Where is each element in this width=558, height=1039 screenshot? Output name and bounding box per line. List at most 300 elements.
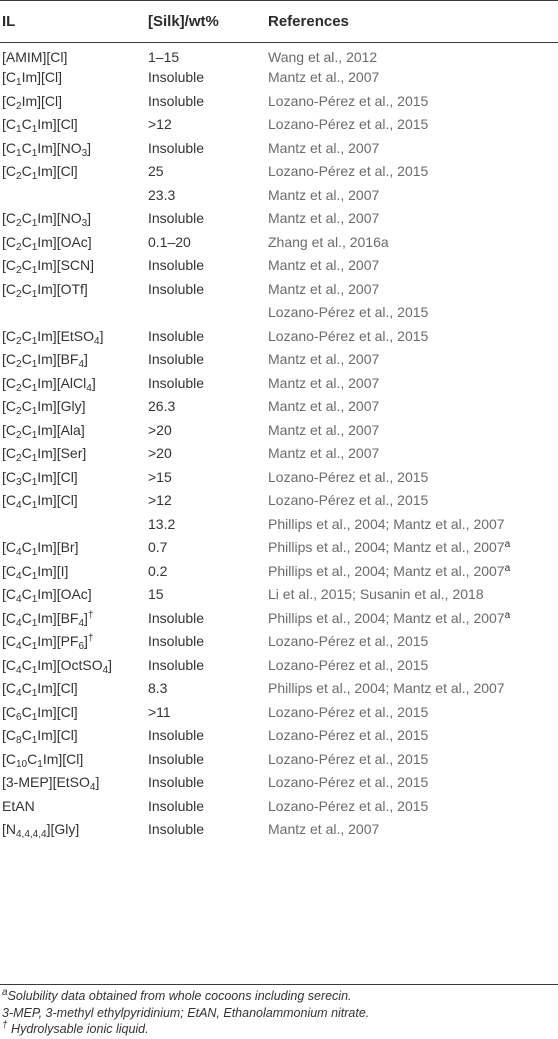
cell-il-part: C (21, 609, 32, 626)
cell-il-part: 4 (94, 335, 100, 347)
cell-reference (268, 606, 558, 630)
cell-il-part: 4 (16, 688, 22, 700)
cell-reference-text: Mantz et al., 2007 (268, 139, 380, 156)
cell-silk-wt: Insoluble (148, 351, 205, 368)
cell-il-part: [C (2, 398, 16, 415)
cell-il-part: C (21, 210, 32, 227)
cell-reference-text: Mantz et al., 2007 (268, 257, 380, 274)
cell-il-part: ] (84, 351, 88, 368)
cell-il-part: Im][NO (37, 210, 82, 227)
cell-silk-wt: Insoluble (148, 633, 205, 650)
cell-silk-wt: 0.7 (148, 539, 168, 556)
cell-il-part: Im][Br] (37, 539, 79, 556)
cell-il (0, 254, 148, 278)
cell-reference-text: Mantz et al., 2007 (268, 186, 380, 203)
cell-reference-text: Mantz et al., 2007 (268, 445, 380, 462)
cell-il-part: 2 (16, 265, 22, 277)
table-header-row (0, 0, 558, 42)
cell-silk-wt: 1–15 (148, 48, 180, 65)
cell-reference (268, 630, 558, 654)
cell-il (0, 183, 148, 207)
cell-reference (268, 277, 558, 301)
cell-reference (268, 89, 558, 113)
cell-il (0, 324, 148, 348)
cell-il-part: 4 (86, 382, 92, 394)
table-row (0, 230, 558, 254)
cell-il-part: 2 (16, 171, 22, 183)
cell-reference-text: Mantz et al., 2007 (268, 69, 380, 86)
cell-il-part: 1 (31, 382, 38, 394)
table-bottom-rule (0, 984, 558, 985)
table-row (0, 536, 558, 560)
cell-il-part: Im][Cl] (37, 116, 78, 133)
cell-il-part: Im][Cl] (37, 163, 78, 180)
cell-silk-wt: >20 (148, 445, 172, 462)
cell-il (0, 818, 148, 842)
cell-il-part: † (87, 609, 94, 621)
cell-il-part: Im][Cl] (21, 69, 63, 86)
cell-reference-text: Lozano-Pérez et al., 2015 (268, 703, 429, 720)
cell-il-part: 1 (31, 171, 38, 183)
cell-il-part: 1 (31, 406, 38, 418)
cell-il-part: 4 (16, 594, 22, 606)
cell-il-part: [C (2, 468, 16, 485)
cell-reference (268, 418, 558, 442)
cell-il-part: [C (2, 750, 16, 767)
cell-il-part: [C (2, 562, 16, 579)
cell-il-part: Im][Gly] (37, 398, 86, 415)
table-body (0, 42, 558, 841)
cell-silk-wt: 13.2 (148, 515, 176, 532)
cell-il-part: 2 (16, 335, 22, 347)
cell-reference-footnote-mark: a (504, 609, 511, 621)
cell-il-part: C (21, 656, 32, 673)
cell-il-part: 1 (31, 124, 38, 136)
cell-il-part: [C (2, 633, 16, 650)
cell-il-part: [C (2, 492, 16, 509)
cell-reference (268, 230, 558, 254)
table-row (0, 277, 558, 301)
table-row (0, 418, 558, 442)
cell-il-part: [C (2, 69, 16, 86)
cell-il-part: EtAN (2, 797, 35, 814)
cell-il-part: C (21, 421, 32, 438)
table-row (0, 512, 558, 536)
cell-il (0, 371, 148, 395)
column-header-il: IL (2, 12, 16, 30)
cell-il-part: 1 (31, 664, 38, 676)
cell-il-part: 2 (16, 382, 22, 394)
cell-silk-wt: Insoluble (148, 257, 205, 274)
cell-il-part: Im][Ser] (37, 445, 87, 462)
cell-il-part: [C (2, 233, 16, 250)
cell-reference (268, 301, 558, 325)
cell-reference-text: Lozano-Pérez et al., 2015 (268, 656, 429, 673)
cell-il-part: 4 (16, 570, 22, 582)
cell-il-part: 1 (31, 335, 38, 347)
cell-reference (268, 207, 558, 231)
cell-silk-wt: 0.1–20 (148, 233, 191, 250)
table-row (0, 771, 558, 795)
cell-il-part: 2 (16, 288, 22, 300)
cell-reference-text: Phillips et al., 2004; Mantz et al., 2007 (268, 680, 505, 697)
table-footnotes (2, 988, 556, 1038)
cell-reference-text: Zhang et al., 2016a (268, 233, 389, 250)
cell-il-part: [C (2, 539, 16, 556)
cell-il-part: C (21, 257, 32, 274)
cell-il-part: 1 (31, 547, 38, 559)
cell-silk-wt: >12 (148, 492, 172, 509)
cell-il-part: 1 (31, 570, 38, 582)
cell-il-part: Im][Cl] (37, 680, 78, 697)
cell-il-part: 1 (16, 77, 22, 89)
table-row (0, 630, 558, 654)
cell-reference (268, 559, 558, 583)
cell-il-part: [C (2, 421, 16, 438)
table-row (0, 254, 558, 278)
cell-il-part: 1 (31, 218, 38, 230)
cell-il-part: 1 (31, 594, 38, 606)
cell-silk-wt: 25 (148, 163, 164, 180)
cell-reference-text: Phillips et al., 2004; Mantz et al., 2007 (268, 609, 505, 626)
cell-il (0, 583, 148, 607)
cell-il (0, 277, 148, 301)
cell-il-part: ] (84, 609, 88, 626)
table-row (0, 395, 558, 419)
cell-il-part: 6 (78, 641, 85, 653)
cell-silk-wt: >11 (148, 703, 171, 720)
table-row (0, 89, 558, 113)
cell-reference-text: Lozano-Pérez et al., 2015 (268, 797, 429, 814)
cell-il-part: 1 (31, 429, 38, 441)
cell-reference (268, 536, 558, 560)
cell-il-part: C (21, 586, 32, 603)
cell-il (0, 794, 148, 818)
cell-il-part: ] (91, 374, 96, 391)
cell-il (0, 677, 148, 701)
cell-reference (268, 771, 558, 795)
cell-il-part: 1 (31, 288, 38, 300)
cell-reference (268, 136, 558, 160)
table-row (0, 136, 558, 160)
cell-reference-text: Lozano-Pérez et al., 2015 (268, 116, 429, 133)
cell-il-part: C (21, 539, 32, 556)
cell-il-part: 2 (16, 100, 22, 112)
cell-il-part: 4 (89, 782, 96, 794)
cell-il-part: 1 (31, 453, 38, 465)
cell-il-part: 4 (78, 617, 85, 629)
table-row (0, 677, 558, 701)
cell-reference (268, 818, 558, 842)
cell-silk-wt: >20 (148, 421, 172, 438)
cell-silk-wt: Insoluble (148, 210, 205, 227)
cell-il (0, 89, 148, 113)
cell-il (0, 630, 148, 654)
table-row (0, 559, 558, 583)
cell-reference-text: Li et al., 2015; Susanin et al., 2018 (268, 586, 484, 603)
cell-reference (268, 794, 558, 818)
table-row (0, 465, 558, 489)
cell-il-part: 1 (31, 476, 38, 488)
cell-il (0, 418, 148, 442)
cell-il (0, 559, 148, 583)
cell-il-part: 1 (16, 147, 22, 159)
cell-il (0, 207, 148, 231)
cell-il (0, 395, 148, 419)
column-header-references: References (268, 12, 349, 30)
cell-il-part: [C (2, 445, 16, 462)
cell-il-part: 4 (16, 617, 22, 629)
cell-il (0, 301, 148, 325)
table-row (0, 489, 558, 513)
cell-silk-wt: >12 (148, 116, 172, 133)
cell-reference (268, 160, 558, 184)
cell-reference (268, 724, 558, 748)
cell-il-part: [3-MEP][EtSO (2, 774, 90, 791)
cell-il-part: ][Gly] (46, 821, 80, 838)
cell-il-part: 3 (81, 218, 88, 230)
table-row (0, 42, 558, 66)
cell-il-part: [C (2, 374, 16, 391)
cell-il-part: C (21, 233, 32, 250)
cell-reference (268, 442, 558, 466)
cell-il-part: ] (99, 327, 104, 344)
cell-il-part: Im][Cl] (37, 727, 78, 744)
cell-il (0, 606, 148, 630)
footnote-dagger-mark: † (2, 1020, 8, 1031)
cell-il-part: Im][BF (37, 609, 79, 626)
cell-il-part: Im][Cl] (42, 750, 84, 767)
cell-il-part: C (21, 139, 32, 156)
cell-silk-wt: Insoluble (148, 327, 205, 344)
footnote-a-text: Solubility data obtained from whole cocoons including serecin. (7, 989, 352, 1003)
table-row (0, 794, 558, 818)
cell-reference-footnote-mark: a (504, 539, 511, 551)
cell-il-part: C (21, 445, 32, 462)
table-row (0, 183, 558, 207)
cell-silk-wt: 8.3 (148, 680, 168, 697)
cell-reference-text: Lozano-Pérez et al., 2015 (268, 468, 429, 485)
cell-il-part: C (21, 562, 32, 579)
table-row (0, 442, 558, 466)
cell-reference-text: Phillips et al., 2004; Mantz et al., 2007 (268, 515, 505, 532)
cell-il-part: [C (2, 351, 16, 368)
cell-il (0, 489, 148, 513)
cell-reference-text: Mantz et al., 2007 (268, 421, 380, 438)
cell-il-part: 1 (31, 500, 38, 512)
cell-il-part: C (21, 351, 32, 368)
footnote-dagger (2, 1021, 556, 1038)
footnote-dagger-text: Hydrolysable ionic liquid. (7, 1022, 149, 1036)
cell-il-part: [C (2, 703, 16, 720)
cell-il-part: 1 (31, 241, 38, 253)
cell-il-part: 1 (16, 124, 22, 136)
cell-reference (268, 42, 558, 66)
cell-reference (268, 183, 558, 207)
cell-silk-wt: 15 (148, 586, 164, 603)
cell-il-part: Im][Ala] (37, 421, 85, 438)
cell-il-part: C (21, 398, 32, 415)
cell-reference-text: Mantz et al., 2007 (268, 398, 380, 415)
cell-il-part: [AMIM][Cl] (2, 48, 68, 65)
cell-il-part: 2 (16, 429, 22, 441)
table-row (0, 348, 558, 372)
cell-reference-text: Lozano-Pérez et al., 2015 (268, 163, 429, 180)
cell-reference (268, 512, 558, 536)
cell-il (0, 42, 148, 66)
cell-il-part: C (21, 727, 32, 744)
cell-il-part: 1 (31, 688, 38, 700)
cell-il-part: 2 (16, 406, 22, 418)
cell-il-part: [C (2, 280, 16, 297)
cell-reference (268, 395, 558, 419)
cell-silk-wt: Insoluble (148, 139, 205, 156)
table-row (0, 818, 558, 842)
cell-il-part: 1 (31, 641, 38, 653)
cell-il-part: [C (2, 257, 16, 274)
cell-il-part: ] (95, 774, 100, 791)
cell-reference-text: Lozano-Pérez et al., 2015 (268, 92, 429, 109)
cell-silk-wt: Insoluble (148, 280, 205, 297)
cell-il-part: Im][NO (37, 139, 82, 156)
cell-silk-wt: Insoluble (148, 774, 205, 791)
cell-il-part: [C (2, 163, 16, 180)
cell-il-part: ] (87, 139, 92, 156)
cell-il-part: C (21, 327, 32, 344)
cell-reference (268, 653, 558, 677)
cell-reference (268, 489, 558, 513)
cell-il-part: C (21, 633, 32, 650)
cell-il-part: Im][Cl] (37, 492, 78, 509)
cell-il (0, 442, 148, 466)
footnote-a-mark: a (2, 987, 8, 998)
cell-reference-text: Lozano-Pérez et al., 2015 (268, 750, 429, 767)
cell-il-part: 4 (16, 641, 22, 653)
cell-il-part: [C (2, 210, 16, 227)
cell-il-part: Im][BF (37, 351, 79, 368)
cell-il-part: 6 (16, 711, 22, 723)
cell-silk-wt: Insoluble (148, 656, 205, 673)
cell-silk-wt: Insoluble (148, 727, 205, 744)
table-row (0, 747, 558, 771)
cell-il (0, 512, 148, 536)
cell-il-part: C (21, 492, 32, 509)
cell-il (0, 160, 148, 184)
cell-il-part: 1 (31, 265, 38, 277)
cell-il-part: Im][Cl] (21, 92, 63, 109)
cell-il-part: 8 (16, 735, 22, 747)
cell-reference (268, 465, 558, 489)
cell-il (0, 771, 148, 795)
cell-reference-text: Lozano-Pérez et al., 2015 (268, 633, 429, 650)
cell-il-part: Im][Cl] (37, 703, 78, 720)
cell-il (0, 136, 148, 160)
cell-il-part: Im][PF (37, 633, 79, 650)
cell-il-part: [C (2, 139, 16, 156)
cell-il-part: [C (2, 680, 16, 697)
cell-il-part: 1 (31, 735, 38, 747)
cell-il-part: C (21, 163, 32, 180)
cell-il-part: C (21, 280, 32, 297)
cell-il-part: C (21, 116, 32, 133)
cell-il-part: 1 (31, 359, 38, 371)
cell-il-part: [C (2, 327, 16, 344)
cell-il-part: 2 (16, 241, 22, 253)
cell-reference-text: Mantz et al., 2007 (268, 821, 380, 838)
table-row (0, 606, 558, 630)
cell-reference-text: Lozano-Pérez et al., 2015 (268, 492, 429, 509)
table-row (0, 583, 558, 607)
cell-silk-wt: Insoluble (148, 92, 205, 109)
cell-il-part: C (21, 680, 32, 697)
cell-il-part: C (21, 468, 32, 485)
cell-il-part: [N (2, 821, 16, 838)
cell-il-part: [C (2, 92, 16, 109)
cell-il-part: 4 (102, 664, 109, 676)
cell-il-part: 3 (81, 147, 88, 159)
cell-il-part: 1 (37, 758, 43, 770)
cell-il-part: C (21, 374, 32, 391)
cell-il (0, 747, 148, 771)
table-row (0, 207, 558, 231)
table-row (0, 700, 558, 724)
cell-reference (268, 348, 558, 372)
footnote-a (2, 988, 556, 1005)
cell-il (0, 465, 148, 489)
cell-silk-wt: Insoluble (148, 797, 205, 814)
cell-reference-text: Mantz et al., 2007 (268, 280, 380, 297)
cell-reference-text: Lozano-Pérez et al., 2015 (268, 327, 429, 344)
cell-silk-wt: 26.3 (148, 398, 176, 415)
cell-silk-wt: Insoluble (148, 609, 205, 626)
cell-silk-wt: Insoluble (148, 374, 205, 391)
cell-silk-wt: >15 (148, 468, 172, 485)
cell-il (0, 66, 148, 90)
table-row (0, 301, 558, 325)
cell-il-part: [C (2, 116, 16, 133)
cell-il-part: 4 (16, 500, 22, 512)
cell-il (0, 724, 148, 748)
cell-il (0, 230, 148, 254)
table-row (0, 160, 558, 184)
cell-il-part: C (21, 703, 32, 720)
cell-silk-wt: 23.3 (148, 186, 176, 203)
cell-il-part: Im][OTf] (37, 280, 88, 297)
cell-silk-wt: 0.2 (148, 562, 168, 579)
cell-il-part: 2 (16, 218, 22, 230)
cell-reference-text: Phillips et al., 2004; Mantz et al., 2007 (268, 562, 505, 579)
cell-il-part: 1 (31, 617, 38, 629)
cell-il-part: 1 (31, 147, 38, 159)
cell-silk-wt (148, 301, 268, 325)
cell-il-part: Im][SCN] (37, 257, 95, 274)
cell-reference (268, 113, 558, 137)
cell-il-part: Im][I] (37, 562, 69, 579)
cell-il-part: Im][OAc] (37, 586, 92, 603)
table-row (0, 653, 558, 677)
cell-il-part: ] (108, 656, 113, 673)
cell-il-part: Im][EtSO (37, 327, 95, 344)
table-row (0, 113, 558, 137)
cell-reference-text: Phillips et al., 2004; Mantz et al., 2007 (268, 539, 505, 556)
cell-il-part: [C (2, 609, 16, 626)
cell-il-part: ] (84, 633, 88, 650)
table-row (0, 324, 558, 348)
cell-reference (268, 66, 558, 90)
footnote-abbreviations: 3-MEP, 3-methyl ethylpyridinium; EtAN, Ethanolammonium nitrate. (2, 1005, 370, 1020)
table-row (0, 724, 558, 748)
table-row (0, 371, 558, 395)
